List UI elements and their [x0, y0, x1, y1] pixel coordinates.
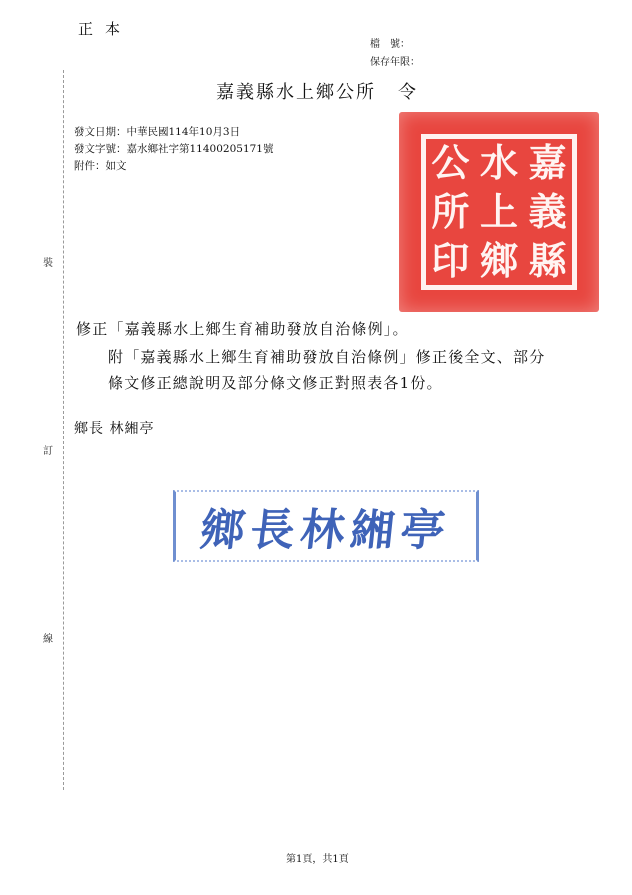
seal-char: 所: [431, 188, 470, 234]
order-line-2: 附「嘉義縣水上鄉生育補助發放自治條例」修正後全文、部分: [108, 348, 546, 366]
issue-date: 發文日期：中華民國114年10月3日: [74, 126, 241, 138]
document-title: [216, 78, 418, 104]
seal-characters: [421, 134, 577, 290]
seal-char: 印: [431, 237, 470, 283]
page-number: 第1頁，共1頁: [286, 854, 349, 865]
retention-label: 保存年限：: [370, 57, 420, 68]
order-line-1: 修正「嘉義縣水上鄉生育補助發放自治條例」。: [76, 320, 409, 338]
seal-char: 鄉: [479, 237, 518, 283]
order-line-3: 條文修正總說明及部分條文修正對照表各1份。: [108, 374, 443, 392]
seal-char: 縣: [528, 237, 567, 283]
seal-char: 義: [528, 188, 567, 234]
file-number-label: 檔 號：: [370, 39, 410, 50]
seal-char: 上: [479, 188, 518, 234]
binding-char-ding: 訂: [43, 446, 53, 457]
seal-char: 嘉: [528, 140, 567, 186]
attachment-note: 附件：如文: [74, 160, 127, 172]
issuing-org: 嘉義縣水上鄉公所: [216, 82, 376, 103]
seal-char: 水: [479, 140, 518, 186]
signature-stamp: [173, 490, 479, 562]
signature-stamp-text: 鄉長林緗亭: [197, 505, 454, 556]
seal-char: 公: [431, 140, 470, 186]
binding-line: [63, 70, 64, 790]
binding-char-xian: 線: [43, 634, 53, 645]
document-number: 發文字號：嘉水鄉社字第11400205171號: [74, 143, 274, 155]
signer-name: 鄉長 林緗亭: [74, 421, 155, 437]
document-type: 令: [398, 82, 418, 103]
binding-char-zhuang: 裝: [43, 258, 53, 269]
copy-mark: 正本: [78, 20, 133, 38]
official-seal: [399, 112, 599, 312]
